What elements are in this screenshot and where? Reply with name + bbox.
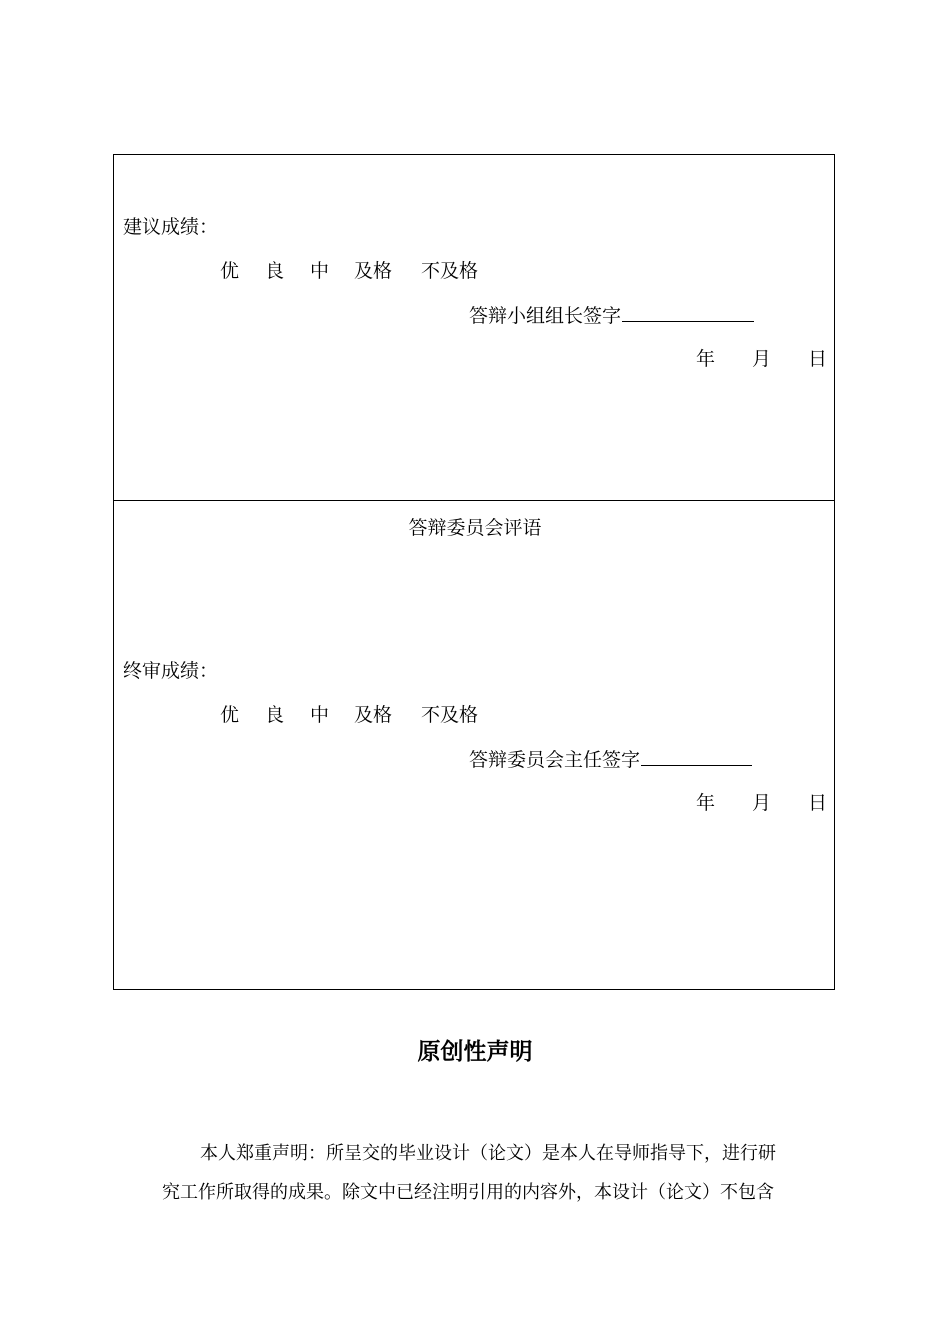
grade-good: 良 xyxy=(265,704,285,726)
date-row-2 xyxy=(114,791,836,815)
signature-line[interactable] xyxy=(622,303,754,322)
grade-pass: 及格 xyxy=(354,260,393,282)
date-year: 年 xyxy=(696,792,716,814)
committee-director-signature xyxy=(469,747,752,772)
grade-fail: 不及格 xyxy=(421,704,479,726)
grade-medium: 中 xyxy=(310,704,330,726)
date-month: 月 xyxy=(752,348,772,370)
group-leader-signature-label: 答辩小组组长签字 xyxy=(469,305,622,327)
declaration-line-2: 究工作所取得的成果。除文中已经注明引用的内容外，本设计（论文）不包含 xyxy=(162,1182,774,1203)
date-month: 月 xyxy=(752,792,772,814)
grade-good: 良 xyxy=(265,260,285,282)
section-divider xyxy=(114,500,834,501)
grade-pass: 及格 xyxy=(354,704,393,726)
date-year: 年 xyxy=(696,348,716,370)
grade-fail: 不及格 xyxy=(421,260,479,282)
date-day: 日 xyxy=(808,348,828,370)
committee-comments-heading: 答辩委员会评语 xyxy=(408,517,542,539)
suggested-grade-options xyxy=(114,259,836,283)
grade-excellent: 优 xyxy=(220,260,240,282)
final-grade-label: 终审成绩： xyxy=(123,660,219,682)
declaration-title: 原创性声明 xyxy=(417,1039,533,1065)
signature-line[interactable] xyxy=(641,747,752,766)
defense-form-table xyxy=(113,154,835,990)
grade-excellent: 优 xyxy=(220,704,240,726)
declaration-line-1: 本人郑重声明：所呈交的毕业设计（论文）是本人在导师指导下，进行研 xyxy=(200,1143,776,1164)
group-leader-signature xyxy=(469,303,754,328)
date-row-1 xyxy=(114,347,836,371)
grade-medium: 中 xyxy=(310,260,330,282)
suggested-grade-label: 建议成绩： xyxy=(123,216,219,238)
final-grade-options xyxy=(114,703,836,727)
date-day: 日 xyxy=(808,792,828,814)
committee-director-signature-label: 答辩委员会主任签字 xyxy=(469,749,641,771)
